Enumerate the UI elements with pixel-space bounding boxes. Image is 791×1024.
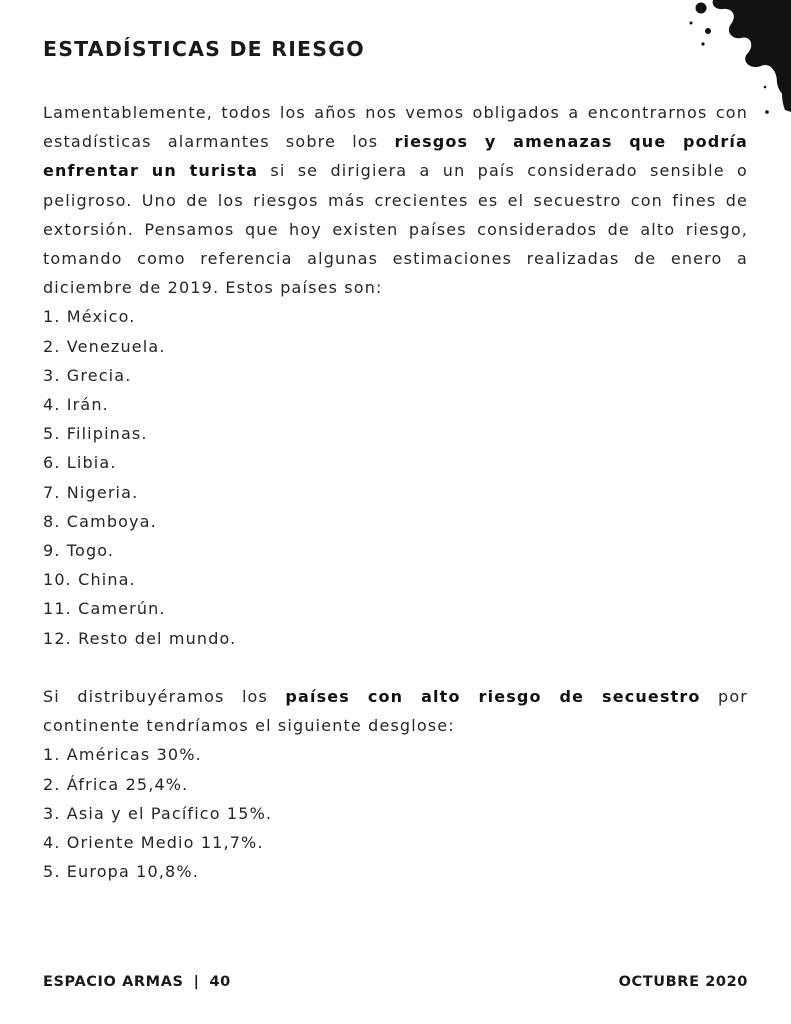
list-item: 2. Venezuela. [43, 336, 166, 356]
intro-bold-highlight: riesgos y amenazas que podría enfrentar un turista [43, 132, 748, 181]
list-item: 6. Libia. [43, 453, 117, 473]
breakdown-bold-highlight: países con alto riesgo de secuestro [285, 687, 701, 707]
list-item: 5. Filipinas. [43, 424, 148, 444]
issue-date: OCTUBRE 2020 [618, 974, 748, 990]
list-item: 12. Resto del mundo. [43, 628, 237, 648]
intro-text-end: si se dirigiera a un país considerado sensible o peligroso. Uno de los riesgos más crecientes es el secuestro con fines de extorsión. Pensamos que hoy existen países considerados de alto riesgo, tomando como referencia algunas estimaciones realizadas de enero a diciembre de 2019. Estos países son: [43, 161, 748, 298]
footer-separator: | [193, 974, 200, 990]
intro-text-start: Lamentablemente, todos los años nos vemos obligados a encontrarnos con estadísticas alarmantes sobre los [43, 103, 748, 152]
intro-paragraph [43, 98, 748, 302]
list-item: 1. México. [43, 307, 136, 327]
publication-name: ESPACIO ARMAS [43, 974, 184, 990]
breakdown-text-end: por continente tendríamos el siguiente desglose: [43, 687, 748, 736]
list-item: 3. Asia y el Pacífico 15%. [43, 803, 273, 823]
list-item: 3. Grecia. [43, 365, 132, 385]
breakdown-paragraph [43, 682, 748, 740]
list-item: 4. Oriente Medio 11,7%. [43, 833, 264, 853]
list-item: 5. Europa 10,8%. [43, 862, 199, 882]
list-item: 2. África 25,4%. [43, 774, 189, 794]
list-item: 4. Irán. [43, 395, 109, 415]
list-item: 10. China. [43, 570, 136, 590]
list-item: 8. Camboya. [43, 511, 157, 531]
risk-countries-list [43, 302, 748, 652]
breakdown-text-start: Si distribuyéramos los [43, 687, 286, 707]
list-item: 7. Nigeria. [43, 482, 139, 502]
list-item: 1. Américas 30%. [43, 745, 202, 765]
paragraph-spacer [43, 653, 748, 682]
footer-left [43, 974, 231, 990]
page-number: 40 [209, 974, 231, 990]
list-item: 9. Togo. [43, 541, 115, 561]
list-item: 11. Camerún. [43, 599, 166, 619]
article-body [43, 98, 748, 886]
page-footer [43, 974, 748, 998]
continent-breakdown-list [43, 740, 748, 886]
page-title: ESTADÍSTICAS DE RIESGO [43, 37, 365, 61]
